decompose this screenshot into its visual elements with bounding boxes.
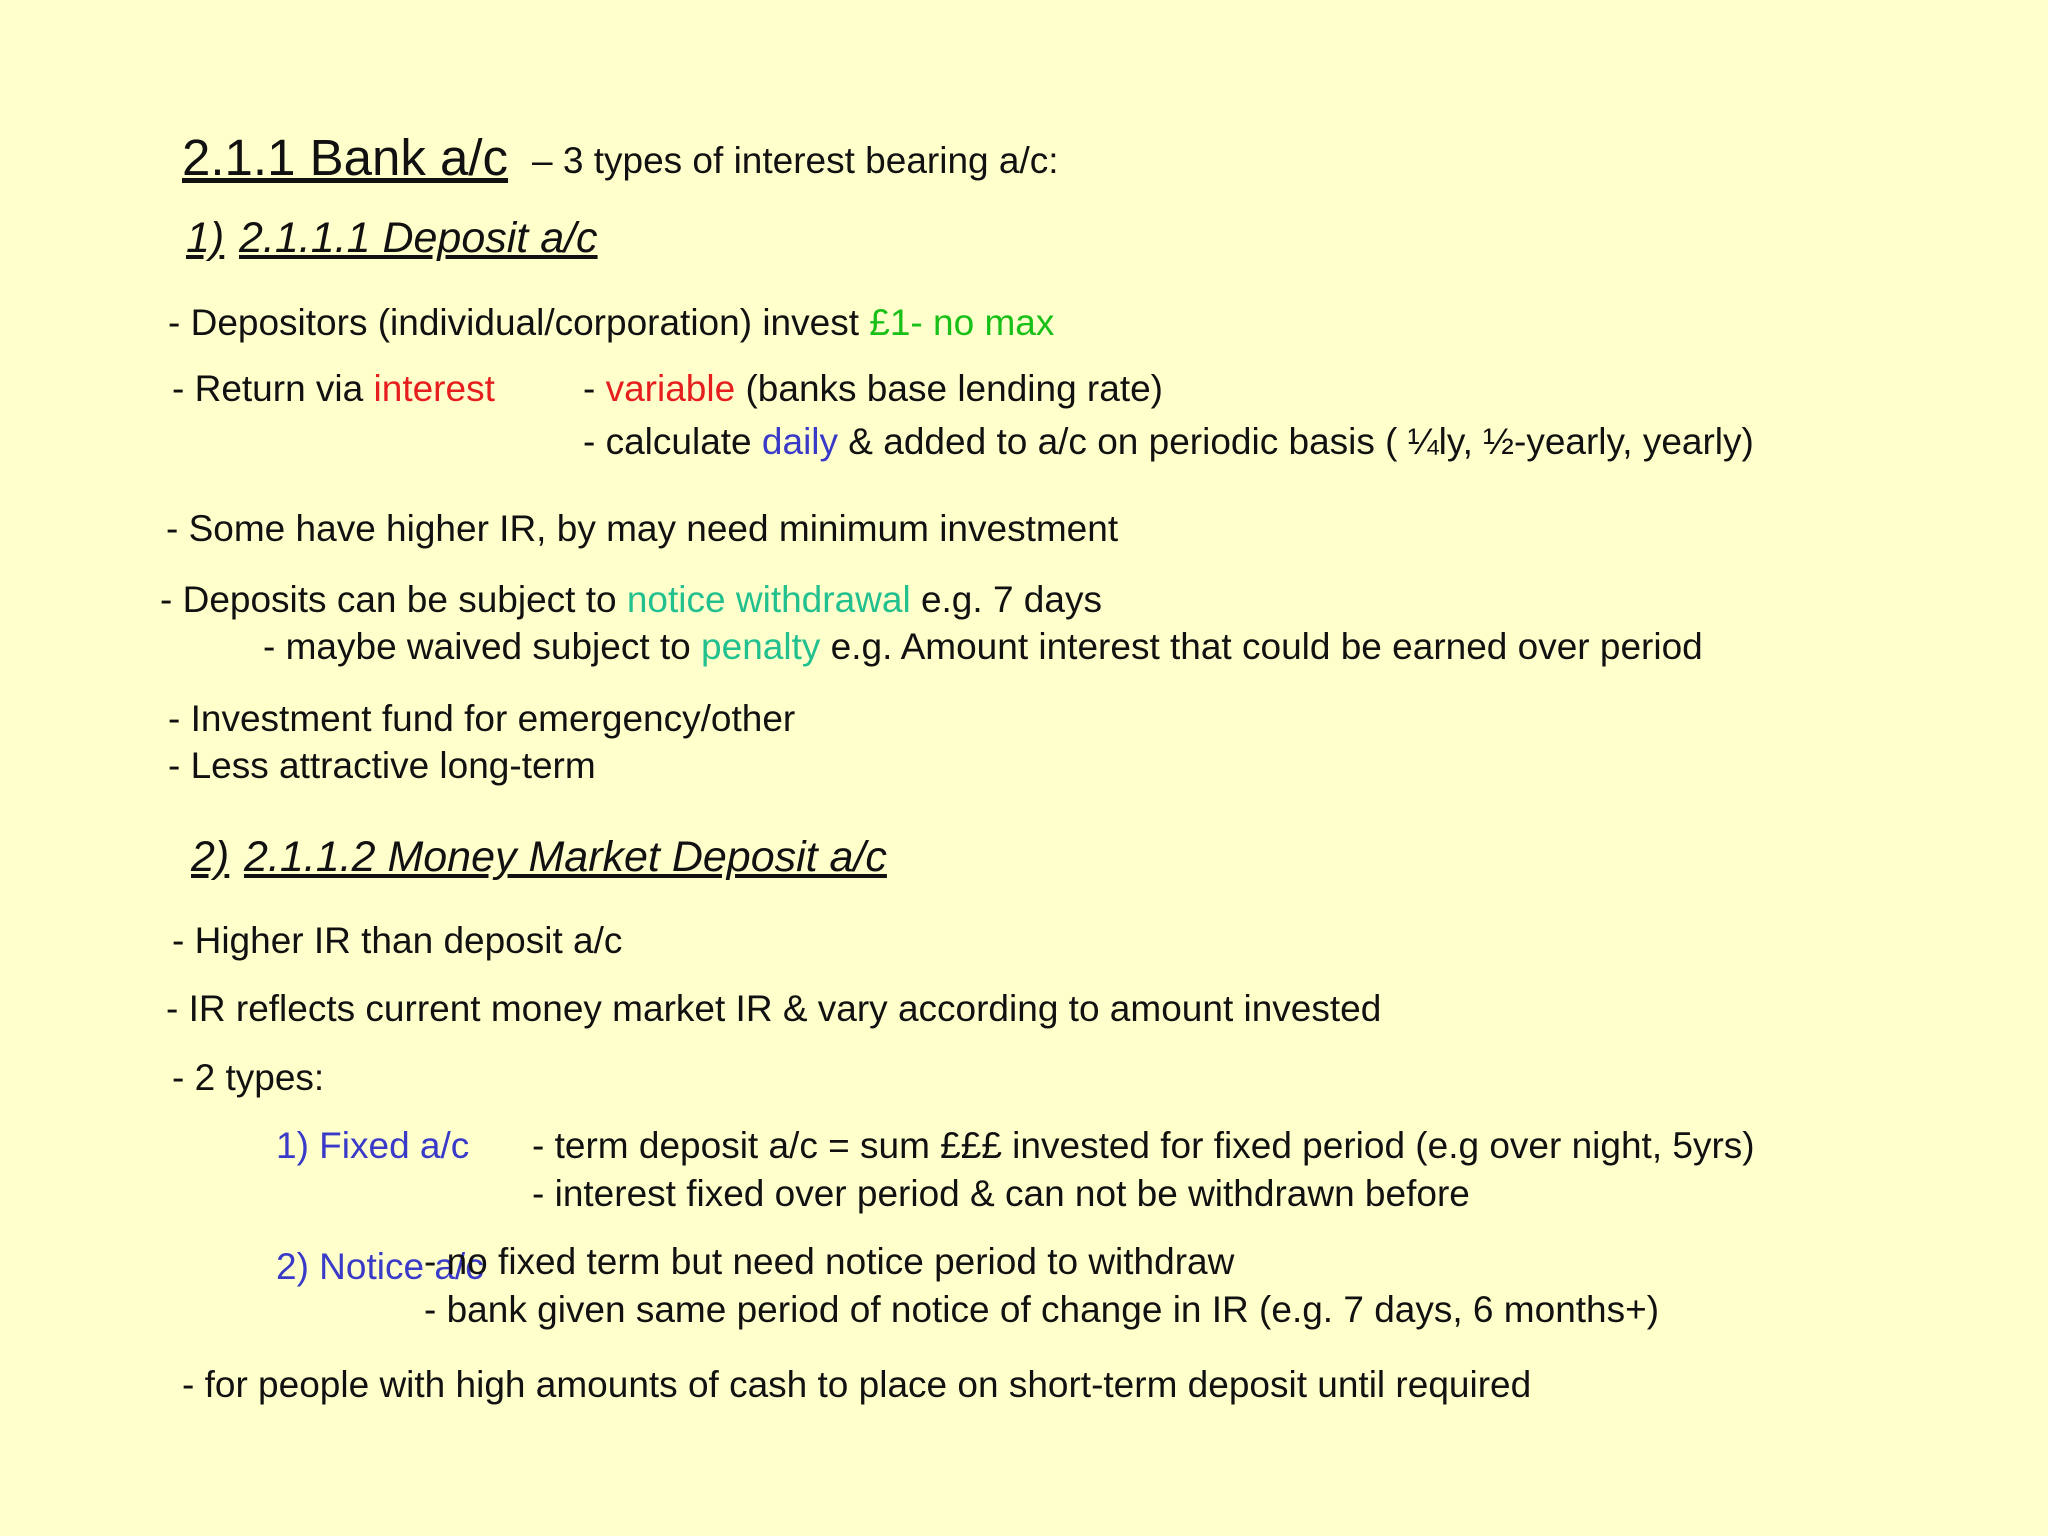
highlight-variable: variable xyxy=(605,368,736,409)
fixed-account-label: 1) Fixed a/c xyxy=(276,1125,470,1166)
title-suffix: – 3 types of interest bearing a/c: xyxy=(532,140,1059,181)
notice-account-label: 2) Notice a/c xyxy=(276,1246,484,1287)
notice-line: - Deposits can be subject to notice withdrawal e.g. 7 days xyxy=(160,579,1102,620)
calculate-line: - calculate daily & added to a/c on periodic basis ( ¼ly, ½-yearly, yearly) xyxy=(583,421,1754,462)
depositors-line: - Depositors (individual/corporation) invest £1- no max xyxy=(168,302,1055,343)
highlight-penalty: penalty xyxy=(701,626,821,667)
higher-ir-line: - Some have higher IR, by may need minimum investment xyxy=(166,508,1119,549)
title-main: 2.1.1 Bank a/c xyxy=(182,129,509,186)
section1-number: 1) xyxy=(186,214,225,262)
highlight-interest: interest xyxy=(373,368,495,409)
highlight-notice-withdrawal: notice withdrawal xyxy=(626,579,911,620)
long-term-line: - Less attractive long-term xyxy=(168,745,596,786)
two-types-line: - 2 types: xyxy=(172,1057,325,1098)
variable-line: - variable (banks base lending rate) xyxy=(583,368,1163,409)
emergency-line: - Investment fund for emergency/other xyxy=(168,698,796,739)
notice-line-2: - bank given same period of notice of change in IR (e.g. 7 days, 6 months+) xyxy=(424,1289,1660,1330)
waived-line: - maybe waived subject to penalty e.g. Amount interest that could be earned over period xyxy=(263,626,1703,667)
section2-number: 2) xyxy=(191,833,230,881)
return-line: - Return via interest xyxy=(172,368,495,409)
reflects-line: - IR reflects current money market IR & vary according to amount invested xyxy=(166,988,1382,1029)
people-line: - for people with high amounts of cash to place on short-term deposit until required xyxy=(182,1364,1532,1405)
section2-heading: 2.1.1.2 Money Market Deposit a/c xyxy=(244,833,887,881)
notice-line-1: - no fixed term but need notice period to withdraw xyxy=(424,1241,1235,1282)
fixed-line-2: - interest fixed over period & can not be withdrawn before xyxy=(532,1173,1470,1214)
highlight-daily: daily xyxy=(761,421,839,462)
highlight-no-max: £1- no max xyxy=(869,302,1055,343)
fixed-line-1: - term deposit a/c = sum £££ invested for fixed period (e.g over night, 5yrs) xyxy=(532,1125,1755,1166)
higher-ir-than-deposit-line: - Higher IR than deposit a/c xyxy=(172,920,623,961)
section1-heading: 2.1.1.1 Deposit a/c xyxy=(239,214,598,262)
